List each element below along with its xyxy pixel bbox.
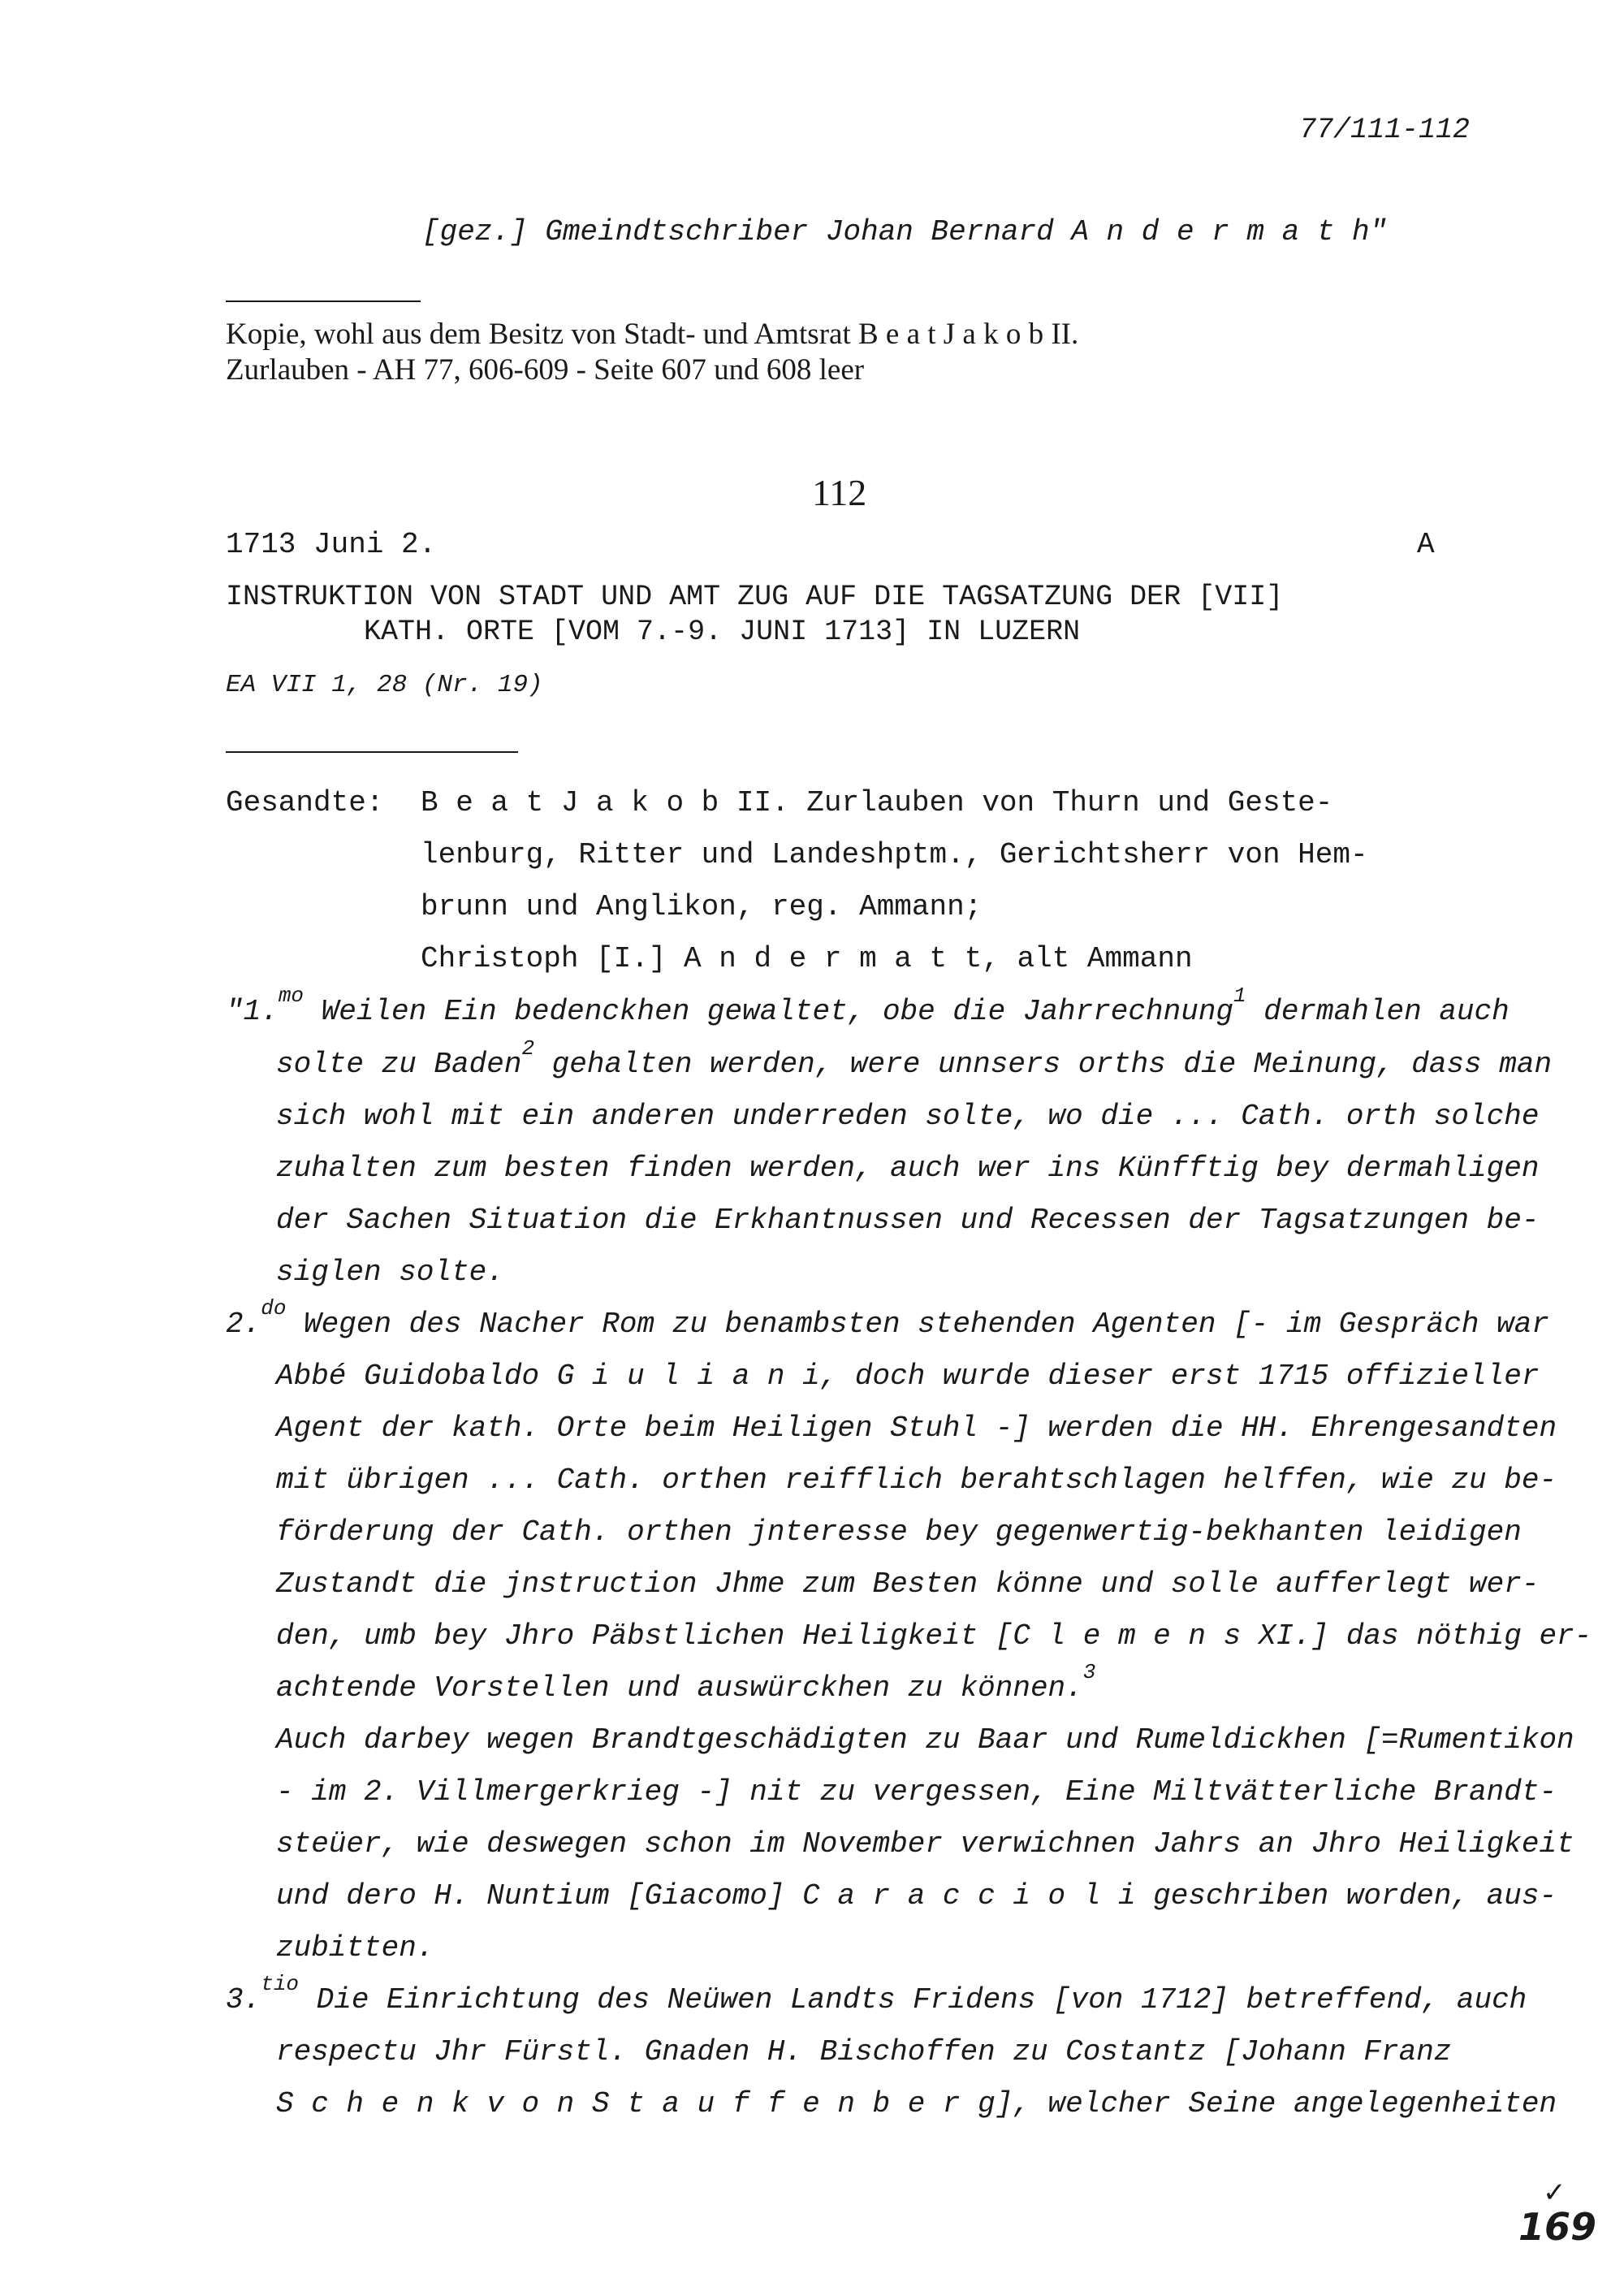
document-date: 1713 Juni 2. <box>226 528 437 561</box>
item3-number: 3. <box>226 1983 261 2017</box>
source-note-line1: Kopie, wohl aus dem Besitz von Stadt- und Amtsrat B e a t J a k o b II. <box>226 318 1079 351</box>
check-mark-icon: ✓ <box>1543 2177 1566 2209</box>
item2-number: 2. <box>226 1308 261 1341</box>
item3-line2: respectu Jhr Fürstl. Gnaden H. Bischoffen zu Costantz [Johann Franz <box>276 2035 1452 2069</box>
document-title-line1: INSTRUKTION VON STADT UND AMT ZUG AUF DIE TAGSATZUNG DER [VII] <box>226 581 1284 613</box>
item2-line4: mit übrigen ... Cath. orthen reifflich berahtschlagen helffen, wie zu be- <box>276 1463 1557 1497</box>
page-reference: 77/111-112 <box>1299 114 1471 146</box>
item2-line6: Zustandt die jnstruction Jhme zum Besten könne und solle aufferlegt wer- <box>276 1567 1540 1601</box>
item2-text: Wegen des Nacher Rom zu benambsten stehenden Agenten [- im Gespräch war <box>304 1308 1549 1341</box>
item1-line2 <box>276 1036 1553 1081</box>
envoys-line3: brunn und Anglikon, reg. Ammann; <box>421 890 983 923</box>
item3-text: Die Einrichtung des Neüwen Landts Fridens [von 1712] betreffend, auch <box>316 1983 1527 2017</box>
item2-line2: Abbé Guidobaldo G i u l i a n i, doch wurde dieser erst 1715 offizieller <box>276 1360 1540 1393</box>
item1-line3: sich wohl mit ein anderen underreden solte, wo die ... Cath. orth solche <box>276 1100 1540 1133</box>
item1-line4: zuhalten zum besten finden werden, auch wer ins Künfftig bey dermahligen <box>276 1152 1540 1185</box>
item2-line5: förderung der Cath. orthen jnteresse bey gegenwertig-bekhanten leidigen <box>276 1515 1522 1549</box>
document-letter: A <box>1417 528 1435 561</box>
envoys-line2: lenburg, Ritter und Landeshptm., Gerichtsherr von Hem- <box>421 838 1368 871</box>
item1-line2-a: solte zu Baden <box>276 1048 522 1081</box>
item1-line2-b: gehalten werden, were unnsers orths die Meinung, dass man <box>534 1048 1553 1081</box>
item1-text: Weilen Ein bedenckhen gewaltet, obe die Jahrrechnung <box>321 995 1234 1028</box>
item2-line12: und dero H. Nuntium [Giacomo] C a r a c c i o l i geschriben worden, aus- <box>276 1879 1557 1913</box>
item2-line8 <box>276 1660 1096 1705</box>
folio-number: 169 <box>1518 2205 1597 2249</box>
item2-line8-text: achtende Vorstellen und auswürckhen zu können. <box>276 1671 1083 1705</box>
item1-number: "1. <box>226 995 279 1028</box>
item1-line5: der Sachen Situation die Erkhantnussen und Recessen der Tagsatzungen be- <box>276 1204 1540 1237</box>
item2-first-line <box>226 1296 1549 1341</box>
source-note-line2: Zurlauben - AH 77, 606-609 - Seite 607 und 608 leer <box>226 353 865 387</box>
divider-short <box>226 300 421 302</box>
edition-reference: EA VII 1, 28 (Nr. 19) <box>226 671 543 699</box>
divider-medium <box>226 751 518 753</box>
item3-ordinal: tio <box>261 1972 300 1996</box>
item1-line6: siglen solte. <box>276 1256 504 1289</box>
item2-line13: zubitten. <box>276 1931 434 1965</box>
item2-line3: Agent der kath. Orte beim Heiligen Stuhl -] werden die HH. Ehrengesandten <box>276 1412 1557 1445</box>
footnote-marker-3: 3 <box>1082 1660 1096 1684</box>
footnote-marker-2: 2 <box>521 1036 535 1061</box>
item1-first-line <box>226 984 1510 1028</box>
item2-line9: Auch darbey wegen Brandtgeschädigten zu Baar und Rumeldickhen [=Rumentikon <box>276 1723 1574 1757</box>
footnote-marker-1: 1 <box>1233 984 1246 1008</box>
signature-line: [gez.] Gmeindtschriber Johan Bernard A n d e r m a t h" <box>422 215 1388 249</box>
item3-line3: S c h e n k v o n S t a u f f e n b e r g], welcher Seine angelegenheiten <box>276 2087 1557 2121</box>
item1-text-end: dermahlen auch <box>1246 995 1510 1028</box>
document-number: 112 <box>812 472 867 513</box>
document-title-line2: KATH. ORTE [VOM 7.-9. JUNI 1713] IN LUZERN <box>364 616 1081 648</box>
item2-ordinal: do <box>261 1296 287 1321</box>
item1-ordinal: mo <box>278 984 304 1008</box>
item3-first-line <box>226 1972 1527 2017</box>
item2-line10: - im 2. Villmergerkrieg -] nit zu vergessen, Eine Miltvätterliche Brandt- <box>276 1775 1557 1809</box>
envoys-label: Gesandte: <box>226 786 384 819</box>
envoys-line4: Christoph [I.] A n d e r m a t t, alt Ammann <box>421 942 1193 975</box>
item2-line7: den, umb bey Jhro Päbstlichen Heiligkeit [C l e m e n s XI.] das nöthig er- <box>276 1619 1592 1653</box>
item2-line11: steüer, wie deswegen schon im November verwichnen Jahrs an Jhro Heiligkeit <box>276 1827 1574 1861</box>
envoys-line1: B e a t J a k o b II. Zurlauben von Thurn und Geste- <box>421 786 1333 819</box>
